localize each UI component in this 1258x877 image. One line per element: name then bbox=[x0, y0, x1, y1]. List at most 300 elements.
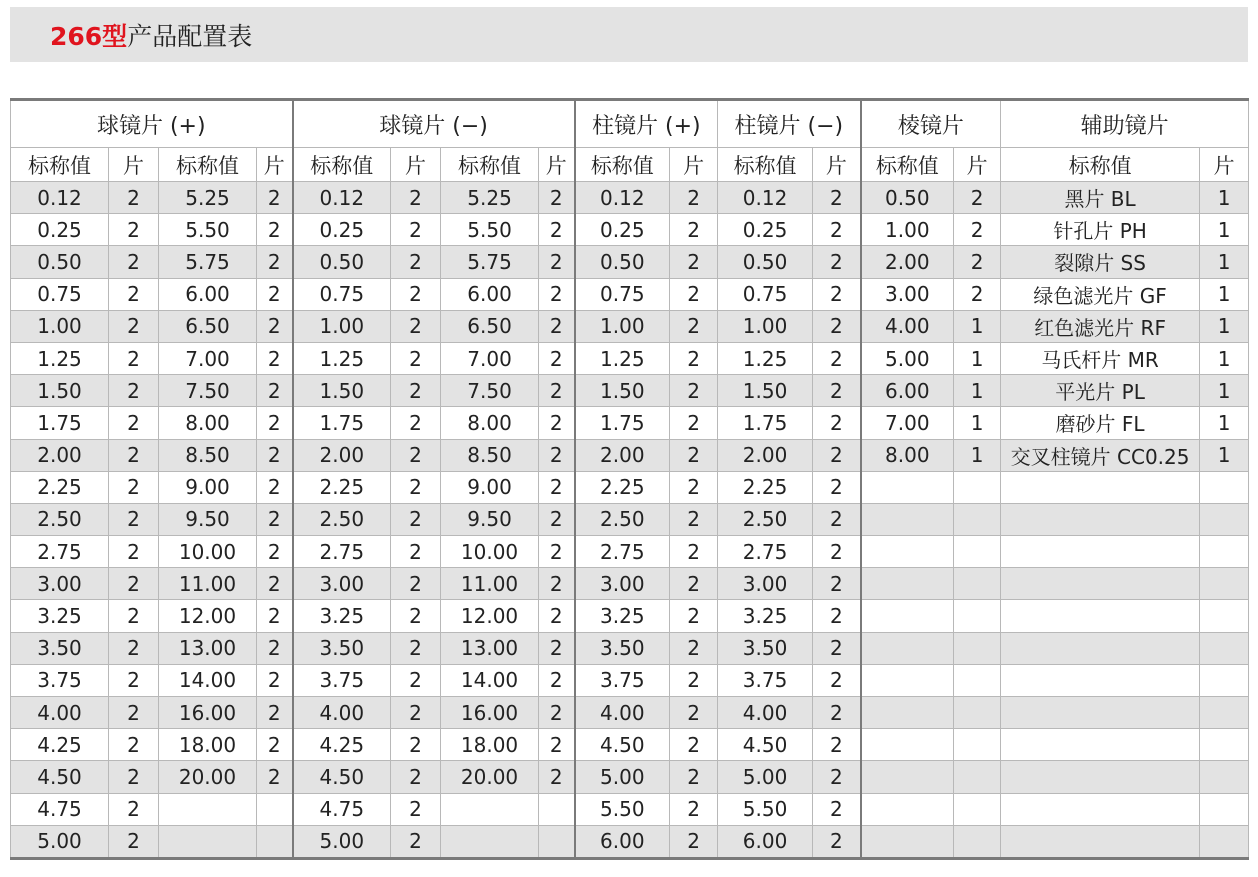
aux-lens-name-cell: 针孔片 PH bbox=[1001, 214, 1200, 246]
table-cell: 2 bbox=[109, 568, 159, 600]
table-cell: 0.12 bbox=[718, 182, 813, 214]
table-cell: 1.25 bbox=[293, 342, 391, 374]
table-cell: 5.00 bbox=[575, 761, 670, 793]
group-header: 球镜片 (+) bbox=[11, 100, 293, 148]
table-cell: 2 bbox=[109, 342, 159, 374]
table-cell bbox=[1200, 793, 1249, 825]
table-cell: 3.75 bbox=[575, 664, 670, 696]
column-header: 片 bbox=[109, 148, 159, 182]
table-cell: 2 bbox=[813, 825, 861, 858]
table-cell: 3.00 bbox=[861, 278, 954, 310]
table-cell: 4.00 bbox=[718, 697, 813, 729]
table-cell: 16.00 bbox=[159, 697, 257, 729]
table-cell: 1 bbox=[954, 407, 1001, 439]
table-cell bbox=[1200, 825, 1249, 858]
table-cell: 1.75 bbox=[293, 407, 391, 439]
table-cell: 1.75 bbox=[11, 407, 109, 439]
group-header: 辅助镜片 bbox=[1001, 100, 1249, 148]
table-cell bbox=[954, 793, 1001, 825]
table-cell: 2 bbox=[257, 729, 293, 761]
table-cell: 2 bbox=[539, 600, 575, 632]
table-cell: 2 bbox=[539, 439, 575, 471]
table-cell: 9.50 bbox=[441, 503, 539, 535]
table-cell: 2 bbox=[391, 375, 441, 407]
table-cell: 2 bbox=[391, 246, 441, 278]
table-cell: 2 bbox=[670, 471, 718, 503]
table-row bbox=[11, 825, 1249, 858]
table-cell: 2 bbox=[391, 568, 441, 600]
table-cell: 2 bbox=[670, 761, 718, 793]
configuration-table bbox=[10, 98, 1249, 860]
aux-lens-name-cell: 黑片 BL bbox=[1001, 182, 1200, 214]
table-cell: 4.25 bbox=[11, 729, 109, 761]
table-cell: 2 bbox=[109, 697, 159, 729]
table-cell: 1.00 bbox=[575, 310, 670, 342]
table-cell: 2.50 bbox=[11, 503, 109, 535]
table-cell: 1.25 bbox=[11, 342, 109, 374]
table-cell: 2 bbox=[539, 342, 575, 374]
table-cell: 5.00 bbox=[11, 825, 109, 858]
table-cell: 0.12 bbox=[575, 182, 670, 214]
table-cell: 1.00 bbox=[11, 310, 109, 342]
table-cell bbox=[861, 536, 954, 568]
table-cell: 0.50 bbox=[11, 246, 109, 278]
table-cell: 2 bbox=[391, 536, 441, 568]
table-cell: 2 bbox=[109, 729, 159, 761]
table-cell: 2 bbox=[670, 278, 718, 310]
table-cell: 12.00 bbox=[441, 600, 539, 632]
table-cell: 2 bbox=[109, 761, 159, 793]
table-cell: 4.00 bbox=[861, 310, 954, 342]
table-cell: 2.00 bbox=[11, 439, 109, 471]
table-cell: 5.00 bbox=[861, 342, 954, 374]
table-cell: 3.00 bbox=[575, 568, 670, 600]
table-cell: 8.00 bbox=[159, 407, 257, 439]
table-cell: 2.50 bbox=[293, 503, 391, 535]
column-header: 标称值 bbox=[441, 148, 539, 182]
table-cell: 2 bbox=[109, 278, 159, 310]
table-cell: 2 bbox=[670, 246, 718, 278]
table-cell: 3.75 bbox=[11, 664, 109, 696]
table-cell bbox=[257, 825, 293, 858]
table-cell: 2 bbox=[954, 182, 1001, 214]
table-body bbox=[11, 182, 1249, 859]
table-row bbox=[11, 471, 1249, 503]
column-header: 片 bbox=[391, 148, 441, 182]
table-cell: 2 bbox=[813, 439, 861, 471]
table-cell: 9.50 bbox=[159, 503, 257, 535]
table-cell: 0.75 bbox=[718, 278, 813, 310]
table-cell: 2.50 bbox=[718, 503, 813, 535]
table-cell: 18.00 bbox=[159, 729, 257, 761]
aux-lens-name-cell bbox=[1001, 761, 1200, 793]
table-row bbox=[11, 503, 1249, 535]
table-cell bbox=[159, 793, 257, 825]
table-row bbox=[11, 310, 1249, 342]
table-cell: 4.50 bbox=[11, 761, 109, 793]
table-cell: 2 bbox=[257, 310, 293, 342]
table-cell: 2 bbox=[539, 568, 575, 600]
table-row bbox=[11, 246, 1249, 278]
table-cell bbox=[861, 825, 954, 858]
table-cell: 9.00 bbox=[441, 471, 539, 503]
table-cell: 3.25 bbox=[293, 600, 391, 632]
table-cell: 1 bbox=[954, 342, 1001, 374]
table-cell: 2 bbox=[257, 664, 293, 696]
table-cell: 5.00 bbox=[718, 761, 813, 793]
table-cell: 2.75 bbox=[575, 536, 670, 568]
column-header: 标称值 bbox=[718, 148, 813, 182]
table-cell: 5.25 bbox=[159, 182, 257, 214]
column-header: 标称值 bbox=[293, 148, 391, 182]
table-cell bbox=[1200, 471, 1249, 503]
table-cell bbox=[954, 697, 1001, 729]
aux-lens-name-cell bbox=[1001, 600, 1200, 632]
table-cell: 2 bbox=[391, 825, 441, 858]
table-cell: 6.50 bbox=[441, 310, 539, 342]
table-row bbox=[11, 278, 1249, 310]
table-cell: 20.00 bbox=[159, 761, 257, 793]
table-cell: 1 bbox=[954, 310, 1001, 342]
table-cell: 2 bbox=[539, 729, 575, 761]
table-cell: 2 bbox=[813, 471, 861, 503]
table-cell bbox=[441, 825, 539, 858]
table-cell: 2 bbox=[109, 214, 159, 246]
table-cell: 6.00 bbox=[861, 375, 954, 407]
table-cell: 2 bbox=[539, 278, 575, 310]
table-row bbox=[11, 697, 1249, 729]
table-cell bbox=[861, 600, 954, 632]
table-cell: 2 bbox=[813, 375, 861, 407]
table-cell bbox=[539, 825, 575, 858]
table-cell: 2 bbox=[257, 471, 293, 503]
table-cell: 1.00 bbox=[861, 214, 954, 246]
table-cell: 2 bbox=[391, 439, 441, 471]
table-cell: 10.00 bbox=[441, 536, 539, 568]
table-cell: 2 bbox=[813, 761, 861, 793]
table-cell: 1 bbox=[1200, 214, 1249, 246]
table-cell: 2 bbox=[391, 761, 441, 793]
table-row bbox=[11, 664, 1249, 696]
aux-lens-name-cell bbox=[1001, 568, 1200, 600]
table-cell: 11.00 bbox=[159, 568, 257, 600]
table-cell: 2 bbox=[813, 568, 861, 600]
table-cell: 0.50 bbox=[293, 246, 391, 278]
column-header: 片 bbox=[539, 148, 575, 182]
table-cell bbox=[954, 825, 1001, 858]
table-cell: 6.00 bbox=[575, 825, 670, 858]
table-row bbox=[11, 729, 1249, 761]
table-cell: 2 bbox=[257, 278, 293, 310]
table-cell: 3.00 bbox=[718, 568, 813, 600]
table-cell: 6.50 bbox=[159, 310, 257, 342]
table-cell: 2 bbox=[109, 407, 159, 439]
table-cell: 2 bbox=[257, 246, 293, 278]
table-cell: 2 bbox=[670, 375, 718, 407]
table-cell: 2 bbox=[813, 729, 861, 761]
table-cell: 0.12 bbox=[293, 182, 391, 214]
table-cell: 2 bbox=[539, 503, 575, 535]
table-cell: 5.00 bbox=[293, 825, 391, 858]
table-cell: 2 bbox=[391, 407, 441, 439]
table-cell: 12.00 bbox=[159, 600, 257, 632]
aux-lens-name-cell bbox=[1001, 664, 1200, 696]
table-cell: 0.75 bbox=[293, 278, 391, 310]
table-row bbox=[11, 407, 1249, 439]
table-cell bbox=[1200, 632, 1249, 664]
table-cell bbox=[954, 632, 1001, 664]
table-cell: 7.00 bbox=[861, 407, 954, 439]
table-cell bbox=[1200, 697, 1249, 729]
table-cell: 2 bbox=[109, 536, 159, 568]
table-cell: 2 bbox=[670, 182, 718, 214]
table-cell: 2.50 bbox=[575, 503, 670, 535]
table-cell: 2 bbox=[813, 600, 861, 632]
aux-lens-name-cell: 裂隙片 SS bbox=[1001, 246, 1200, 278]
table-cell: 2 bbox=[539, 214, 575, 246]
table-cell: 7.50 bbox=[159, 375, 257, 407]
table-cell: 8.00 bbox=[441, 407, 539, 439]
table-cell: 2.75 bbox=[11, 536, 109, 568]
aux-lens-name-cell bbox=[1001, 503, 1200, 535]
table-cell: 2 bbox=[109, 664, 159, 696]
table-cell: 3.00 bbox=[11, 568, 109, 600]
table-cell: 2 bbox=[257, 697, 293, 729]
table-cell: 1 bbox=[1200, 278, 1249, 310]
table-cell: 1 bbox=[1200, 407, 1249, 439]
table-cell: 2 bbox=[813, 214, 861, 246]
table-row bbox=[11, 375, 1249, 407]
title-text: 产品配置表 bbox=[127, 21, 253, 51]
table-cell: 1 bbox=[1200, 310, 1249, 342]
table-cell: 2 bbox=[539, 632, 575, 664]
table-cell: 2 bbox=[670, 342, 718, 374]
column-header-row bbox=[11, 148, 1249, 182]
table-cell: 0.50 bbox=[575, 246, 670, 278]
aux-lens-name-cell: 红色滤光片 RF bbox=[1001, 310, 1200, 342]
table-cell: 2 bbox=[670, 214, 718, 246]
table-cell: 2 bbox=[539, 536, 575, 568]
table-cell: 3.50 bbox=[293, 632, 391, 664]
table-cell bbox=[954, 568, 1001, 600]
table-cell: 2.00 bbox=[861, 246, 954, 278]
table-cell: 2.25 bbox=[718, 471, 813, 503]
table-cell: 1.50 bbox=[575, 375, 670, 407]
aux-lens-name-cell bbox=[1001, 697, 1200, 729]
table-cell: 2 bbox=[813, 342, 861, 374]
table-cell: 2 bbox=[109, 439, 159, 471]
table-cell: 2 bbox=[670, 503, 718, 535]
table-cell: 2 bbox=[670, 793, 718, 825]
table-cell: 2 bbox=[391, 729, 441, 761]
table-cell: 5.50 bbox=[441, 214, 539, 246]
aux-lens-name-cell: 马氏杆片 MR bbox=[1001, 342, 1200, 374]
table-cell: 3.75 bbox=[293, 664, 391, 696]
table-cell: 2 bbox=[109, 793, 159, 825]
table-cell: 2 bbox=[109, 375, 159, 407]
table-cell: 13.00 bbox=[441, 632, 539, 664]
table-cell: 2 bbox=[257, 439, 293, 471]
table-cell: 2 bbox=[670, 407, 718, 439]
aux-lens-name-cell bbox=[1001, 632, 1200, 664]
table-cell: 2 bbox=[813, 310, 861, 342]
group-header: 球镜片 (−) bbox=[293, 100, 575, 148]
table-cell: 2 bbox=[539, 697, 575, 729]
table-cell: 4.50 bbox=[718, 729, 813, 761]
table-cell: 0.25 bbox=[11, 214, 109, 246]
table-cell: 7.50 bbox=[441, 375, 539, 407]
table-cell: 2 bbox=[391, 214, 441, 246]
table-cell: 0.50 bbox=[718, 246, 813, 278]
table-cell: 0.25 bbox=[575, 214, 670, 246]
table-cell: 2 bbox=[539, 761, 575, 793]
table-cell: 0.25 bbox=[718, 214, 813, 246]
table-cell: 0.75 bbox=[575, 278, 670, 310]
table-cell bbox=[954, 664, 1001, 696]
table-cell: 2 bbox=[539, 246, 575, 278]
table-cell: 2 bbox=[813, 503, 861, 535]
table-cell: 1 bbox=[1200, 375, 1249, 407]
table-row bbox=[11, 761, 1249, 793]
table-cell: 5.75 bbox=[441, 246, 539, 278]
table-cell: 2 bbox=[109, 182, 159, 214]
table-cell bbox=[1200, 568, 1249, 600]
column-header: 标称值 bbox=[11, 148, 109, 182]
table-cell bbox=[861, 471, 954, 503]
aux-lens-name-cell: 交叉柱镜片 CC0.25 bbox=[1001, 439, 1200, 471]
table-cell: 1.75 bbox=[575, 407, 670, 439]
table-cell: 2 bbox=[813, 664, 861, 696]
table-cell: 2 bbox=[257, 182, 293, 214]
table-cell: 2 bbox=[670, 536, 718, 568]
table-cell: 2 bbox=[391, 471, 441, 503]
table-cell bbox=[539, 793, 575, 825]
table-cell bbox=[1200, 664, 1249, 696]
table-cell: 2 bbox=[109, 600, 159, 632]
table-cell: 18.00 bbox=[441, 729, 539, 761]
table-cell: 2 bbox=[813, 536, 861, 568]
table-cell: 2 bbox=[670, 600, 718, 632]
table-cell bbox=[954, 729, 1001, 761]
table-cell: 2.00 bbox=[293, 439, 391, 471]
table-cell: 4.00 bbox=[11, 697, 109, 729]
aux-lens-name-cell bbox=[1001, 793, 1200, 825]
table-cell: 2 bbox=[813, 697, 861, 729]
group-header-row bbox=[11, 100, 1249, 148]
aux-lens-name-cell: 磨砂片 FL bbox=[1001, 407, 1200, 439]
table-row bbox=[11, 214, 1249, 246]
table-cell: 2.25 bbox=[11, 471, 109, 503]
table-cell: 16.00 bbox=[441, 697, 539, 729]
table-cell: 2 bbox=[954, 278, 1001, 310]
table-cell bbox=[861, 503, 954, 535]
table-cell: 2 bbox=[391, 600, 441, 632]
table-cell: 1 bbox=[1200, 246, 1249, 278]
table-row bbox=[11, 182, 1249, 214]
table-cell: 2 bbox=[109, 471, 159, 503]
table-cell bbox=[954, 761, 1001, 793]
table-cell: 3.25 bbox=[718, 600, 813, 632]
table-cell: 2.75 bbox=[293, 536, 391, 568]
table-cell: 2 bbox=[670, 729, 718, 761]
table-row bbox=[11, 439, 1249, 471]
table-cell: 2 bbox=[813, 632, 861, 664]
group-header: 棱镜片 bbox=[861, 100, 1001, 148]
table-cell: 8.50 bbox=[441, 439, 539, 471]
table-cell: 2 bbox=[539, 471, 575, 503]
column-header: 片 bbox=[813, 148, 861, 182]
table-cell: 1.75 bbox=[718, 407, 813, 439]
column-header: 标称值 bbox=[1001, 148, 1200, 182]
table-cell: 2 bbox=[109, 825, 159, 858]
table-cell: 5.25 bbox=[441, 182, 539, 214]
table-cell: 1 bbox=[1200, 182, 1249, 214]
table-cell: 2 bbox=[257, 407, 293, 439]
table-cell: 2 bbox=[109, 246, 159, 278]
table-cell: 3.25 bbox=[11, 600, 109, 632]
table-cell bbox=[861, 632, 954, 664]
column-header: 片 bbox=[257, 148, 293, 182]
table-cell: 2 bbox=[954, 246, 1001, 278]
table-cell: 4.25 bbox=[293, 729, 391, 761]
table-cell: 2.25 bbox=[293, 471, 391, 503]
table-cell: 2 bbox=[109, 632, 159, 664]
table-cell: 2 bbox=[539, 664, 575, 696]
table-cell: 1 bbox=[1200, 439, 1249, 471]
table-cell bbox=[861, 729, 954, 761]
table-cell: 13.00 bbox=[159, 632, 257, 664]
column-header: 标称值 bbox=[159, 148, 257, 182]
table-cell bbox=[1200, 729, 1249, 761]
table-cell: 2 bbox=[257, 632, 293, 664]
table-cell: 0.75 bbox=[11, 278, 109, 310]
table-cell: 1.50 bbox=[293, 375, 391, 407]
table-cell: 2 bbox=[391, 697, 441, 729]
table-cell: 2.00 bbox=[718, 439, 813, 471]
table-cell: 1.00 bbox=[718, 310, 813, 342]
table-cell: 2 bbox=[391, 310, 441, 342]
table-cell: 2 bbox=[391, 793, 441, 825]
table-cell: 2 bbox=[257, 761, 293, 793]
table-cell: 2 bbox=[391, 342, 441, 374]
table-cell bbox=[954, 600, 1001, 632]
table-row bbox=[11, 600, 1249, 632]
table-cell bbox=[954, 536, 1001, 568]
aux-lens-name-cell bbox=[1001, 729, 1200, 761]
table-cell: 3.75 bbox=[718, 664, 813, 696]
table-cell: 11.00 bbox=[441, 568, 539, 600]
table-cell: 2 bbox=[813, 182, 861, 214]
table-cell: 1.50 bbox=[718, 375, 813, 407]
column-header: 片 bbox=[954, 148, 1001, 182]
aux-lens-name-cell: 绿色滤光片 GF bbox=[1001, 278, 1200, 310]
table-cell bbox=[954, 471, 1001, 503]
title-model: 266型 bbox=[50, 21, 128, 51]
table-row bbox=[11, 632, 1249, 664]
aux-lens-name-cell: 平光片 PL bbox=[1001, 375, 1200, 407]
table-cell: 14.00 bbox=[441, 664, 539, 696]
table-cell: 2 bbox=[391, 632, 441, 664]
table-cell: 1 bbox=[1200, 342, 1249, 374]
table-cell: 3.50 bbox=[11, 632, 109, 664]
table-cell: 8.00 bbox=[861, 439, 954, 471]
table-cell: 2 bbox=[257, 503, 293, 535]
table-cell: 1.50 bbox=[11, 375, 109, 407]
table-cell: 2 bbox=[539, 182, 575, 214]
table-row bbox=[11, 536, 1249, 568]
table-cell: 2 bbox=[954, 214, 1001, 246]
table-cell bbox=[861, 793, 954, 825]
